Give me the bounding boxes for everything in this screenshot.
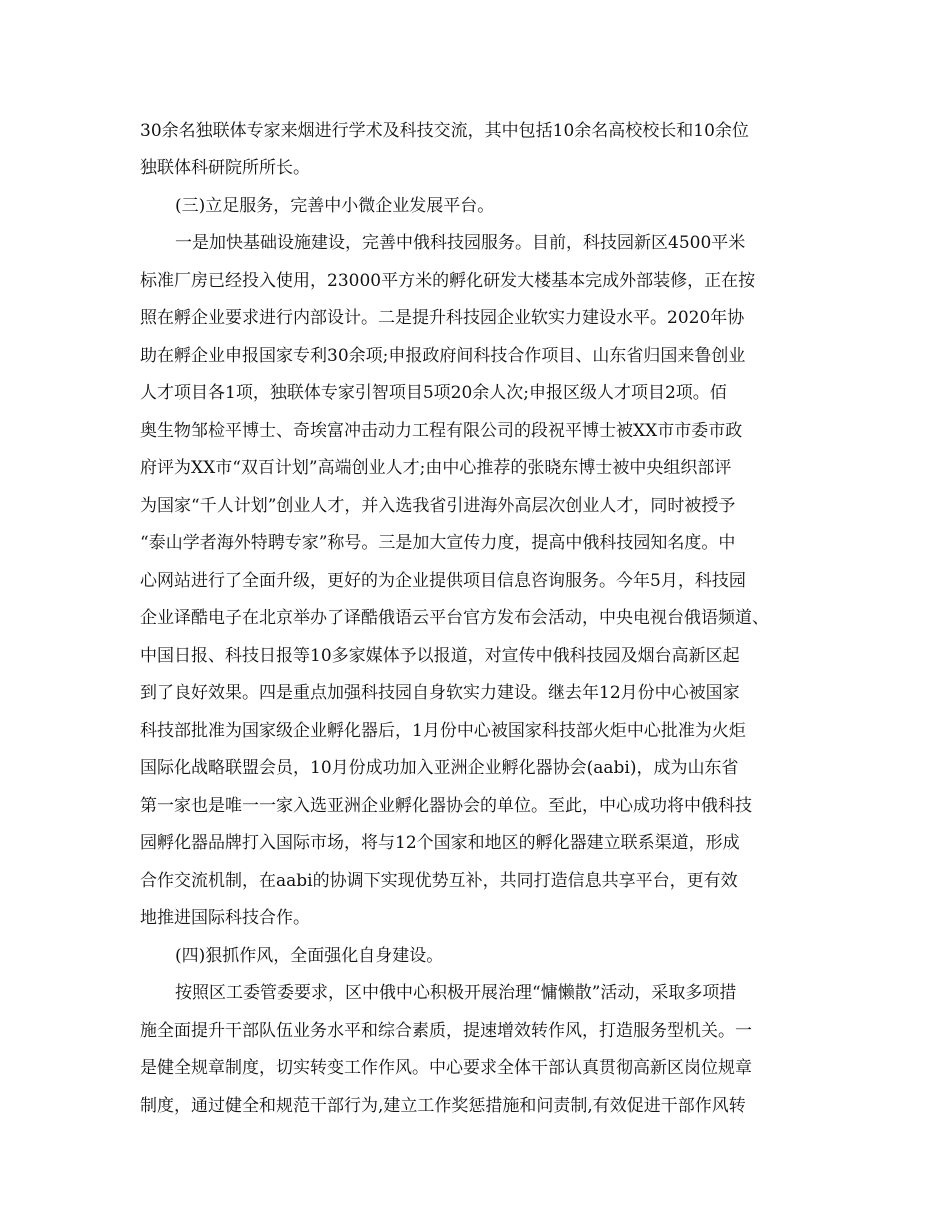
text-line: 施全面提升干部队伍业务水平和综合素质，提速增效转作风，打造服务型机关。一 bbox=[140, 1021, 752, 1041]
text-line: 为国家“千人计划”创业人才，并入选我省引进海外高层次创业人才，同时被授予 bbox=[140, 496, 736, 516]
text-line: 到了良好效果。四是重点加强科技园自身软实力建设。继去年12月份中心被国家 bbox=[140, 683, 740, 703]
section-heading: (三)立足服务，完善中小微企业发展平台。 bbox=[175, 196, 495, 216]
text-line: 园孵化器品牌打入国际市场，将与12个国家和地区的孵化器建立联系渠道，形成 bbox=[140, 833, 740, 853]
text-line: 一是加快基础设施建设，完善中俄科技园服务。目前，科技园新区4500平米 bbox=[175, 233, 746, 253]
text-line: 独联体科研院所所长。 bbox=[140, 158, 310, 178]
text-line: “泰山学者海外特聘专家”称号。三是加大宣传力度，提高中俄科技园知名度。中 bbox=[140, 533, 736, 553]
text-line: 是健全规章制度，切实转变工作作风。中心要求全体干部认真贯彻高新区岗位规章 bbox=[140, 1058, 752, 1078]
text-line: 地推进国际科技合作。 bbox=[140, 908, 310, 928]
text-line: 科技部批准为国家级企业孵化器后，1月份中心被国家科技部火炬中心批准为火炬 bbox=[140, 721, 746, 741]
section-heading: (四)狠抓作风，全面强化自身建设。 bbox=[175, 946, 444, 966]
text-line: 心网站进行了全面升级，更好的为企业提供项目信息咨询服务。今年5月，科技园 bbox=[140, 571, 746, 591]
text-line: 国际化战略联盟会员，10月份成功加入亚洲企业孵化器协会(aabi)，成为山东省 bbox=[140, 758, 739, 778]
text-line: 合作交流机制，在aabi的协调下实现优势互补，共同打造信息共享平台，更有效 bbox=[140, 871, 738, 891]
text-line: 按照区工委管委要求，区中俄中心积极开展治理“慵懒散”活动，采取多项措 bbox=[175, 983, 737, 1003]
text-line: 30余名独联体专家来烟进行学术及科技交流，其中包括10余名高校校长和10余位 bbox=[140, 121, 749, 141]
text-line: 中国日报、科技日报等10多家媒体予以报道，对宣传中俄科技园及烟台高新区起 bbox=[140, 646, 740, 666]
text-line: 奥生物邹检平博士、奇埃富冲击动力工程有限公司的段祝平博士被XX市市委市政 bbox=[140, 421, 743, 441]
text-line: 照在孵企业要求进行内部设计。二是提升科技园企业软实力建设水平。2020年协 bbox=[140, 308, 745, 328]
text-line: 企业译酷电子在北京举办了译酷俄语云平台官方发布会活动，中央电视台俄语频道、 bbox=[140, 608, 769, 628]
text-line: 府评为XX市“双百计划”高端创业人才;由中心推荐的张晓东博士被中央组织部评 bbox=[140, 458, 732, 478]
text-line: 第一家也是唯一一家入选亚洲企业孵化器协会的单位。至此，中心成功将中俄科技 bbox=[140, 796, 752, 816]
text-line: 助在孵企业申报国家专利30余项;申报政府间科技合作项目、山东省归国来鲁创业 bbox=[140, 346, 746, 366]
text-line: 制度，通过健全和规范干部行为,建立工作奖惩措施和问责制,有效促进干部作风转 bbox=[140, 1096, 746, 1116]
text-line: 人才项目各1项，独联体专家引智项目5项20余人次;申报区级人才项目2项。佰 bbox=[140, 383, 727, 403]
text-line: 标准厂房已经投入使用，23000平方米的孵化研发大楼基本完成外部装修，正在按 bbox=[140, 271, 756, 291]
